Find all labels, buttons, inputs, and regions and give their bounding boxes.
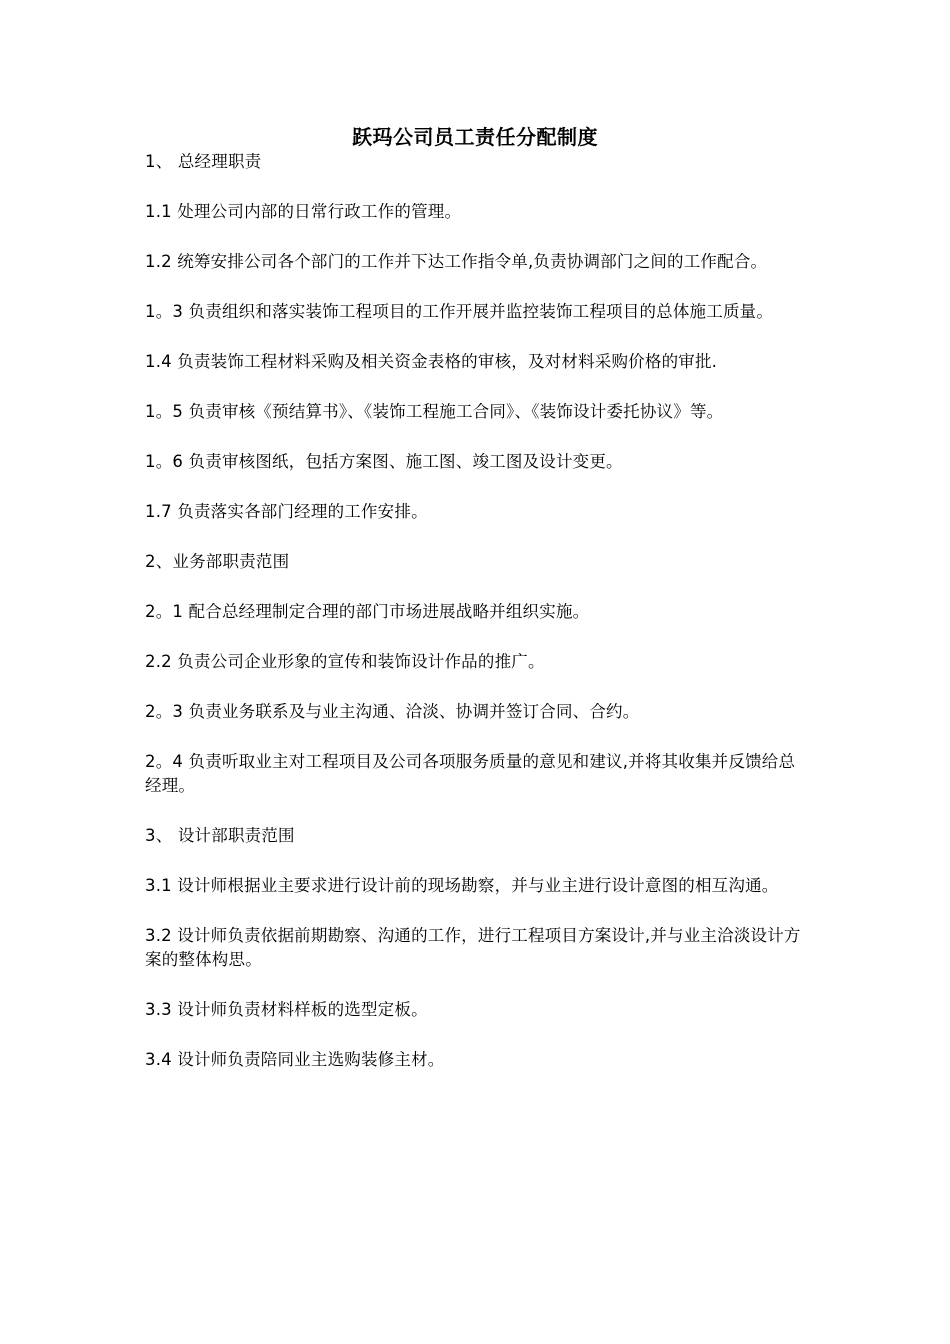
document-body: [145, 150, 810, 1072]
paragraph-2-2: 2.2 负责公司企业形象的宣传和装饰设计作品的推广。: [145, 652, 545, 671]
paragraph-3-2: 3.2 设计师负责依据前期勘察、沟通的工作，进行工程项目方案设计,并与业主洽淡设计方案的整体构思。: [145, 926, 801, 969]
paragraph-1-4: 1.4 负责装饰工程材料采购及相关资金表格的审核，及对材料采购价格的审批.: [145, 352, 718, 371]
paragraph-3-3: 3.3 设计师负责材料样板的选型定板。: [145, 1000, 428, 1019]
paragraph-2-4: 2。4 负责听取业主对工程项目及公司各项服务质量的意见和建议,并将其收集并反馈给总经理。: [145, 752, 796, 795]
section-heading-3: 3、 设计部职责范围: [145, 826, 295, 845]
paragraph-1-6: 1。6 负责审核图纸，包括方案图、施工图、竣工图及设计变更。: [145, 452, 623, 471]
paragraph-1-3: 1。3 负责组织和落实装饰工程项目的工作开展并监控装饰工程项目的总体施工质量。: [145, 302, 774, 321]
paragraph-1-2: 1.2 统筹安排公司各个部门的工作并下达工作指令单,负责协调部门之间的工作配合。: [145, 252, 768, 271]
section-heading-1: 1、 总经理职责: [145, 152, 262, 171]
paragraph-2-1: 2。1 配合总经理制定合理的部门市场进展战略并组织实施。: [145, 602, 590, 621]
paragraph-1-5: 1。5 负责审核《预结算书》、《装饰工程施工合同》、《装饰设计委托协议》等。: [145, 402, 724, 421]
paragraph-1-1: 1.1 处理公司内部的日常行政工作的管理。: [145, 202, 462, 221]
paragraph-3-4: 3.4 设计师负责陪同业主选购装修主材。: [145, 1050, 445, 1069]
paragraph-3-1: 3.1 设计师根据业主要求进行设计前的现场勘察，并与业主进行设计意图的相互沟通。: [145, 876, 779, 895]
section-heading-2: 2、业务部职责范围: [145, 552, 290, 571]
document-title: 跃玛公司员工责任分配制度: [352, 125, 598, 149]
paragraph-2-3: 2。3 负责业务联系及与业主沟通、洽淡、协调并签订合同、合约。: [145, 702, 640, 721]
paragraph-1-7: 1.7 负责落实各部门经理的工作安排。: [145, 502, 428, 521]
